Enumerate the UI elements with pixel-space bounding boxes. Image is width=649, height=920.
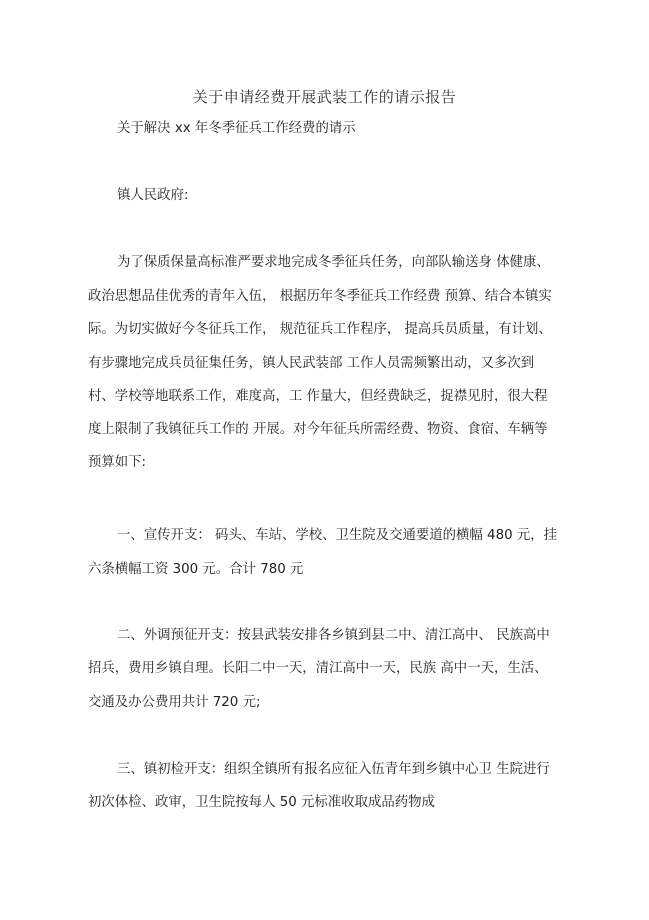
item-line: 初次体检、政审，卫生院按每人 50 元标准收取成品药物成 <box>88 795 435 810</box>
item-line: 一、宣传开支： 码头、车站、学校、卫生院及交通要道的横幅 480 元，挂 <box>117 528 558 543</box>
item-line: 招兵，费用乡镇自理。长阳二中一天，清江高中一天，民族 高中一天，生活、 <box>88 661 548 676</box>
paragraph-line: 预算如下: <box>88 455 147 470</box>
subtitle: 关于解决 xx 年冬季征兵工作经费的请示 <box>117 121 356 136</box>
item-line: 二、外调预征开支：按县武装安排各乡镇到县二中、清江高中、 民族高中 <box>117 628 550 643</box>
paragraph-line: 为了保质保量高标准严要求地完成冬季征兵任务，向部队输送身 体健康、 <box>117 255 550 270</box>
item-line: 六条横幅工资 300 元。合计 780 元 <box>88 562 304 577</box>
paragraph-line: 际。为切实做好今冬征兵工作， 规范征兵工作程序， 提高兵员质量，有计划、 <box>88 322 552 337</box>
item-line: 三、镇初检开支：组织全镇所有报名应征入伍青年到乡镇中心卫 生院进行 <box>117 762 550 777</box>
document-title: 关于申请经费开展武装工作的请示报告 <box>192 88 457 106</box>
salutation: 镇人民政府: <box>117 188 189 203</box>
paragraph-line: 政治思想品佳优秀的青年入伍， 根据历年冬季征兵工作经费 预算、结合本镇实 <box>88 289 552 304</box>
paragraph-line: 村、学校等地联系工作，难度高，工 作量大，但经费缺乏，捉襟见肘，很大程 <box>88 389 548 404</box>
paragraph-line: 有步骤地完成兵员征集任务，镇人民武装部 工作人员需频繁出动，又多次到 <box>88 356 535 371</box>
item-line: 交通及办公费用共计 720 元; <box>88 695 261 710</box>
paragraph-line: 度上限制了我镇征兵工作的 开展。对今年征兵所需经费、物资、食宿、车辆等 <box>88 422 548 437</box>
